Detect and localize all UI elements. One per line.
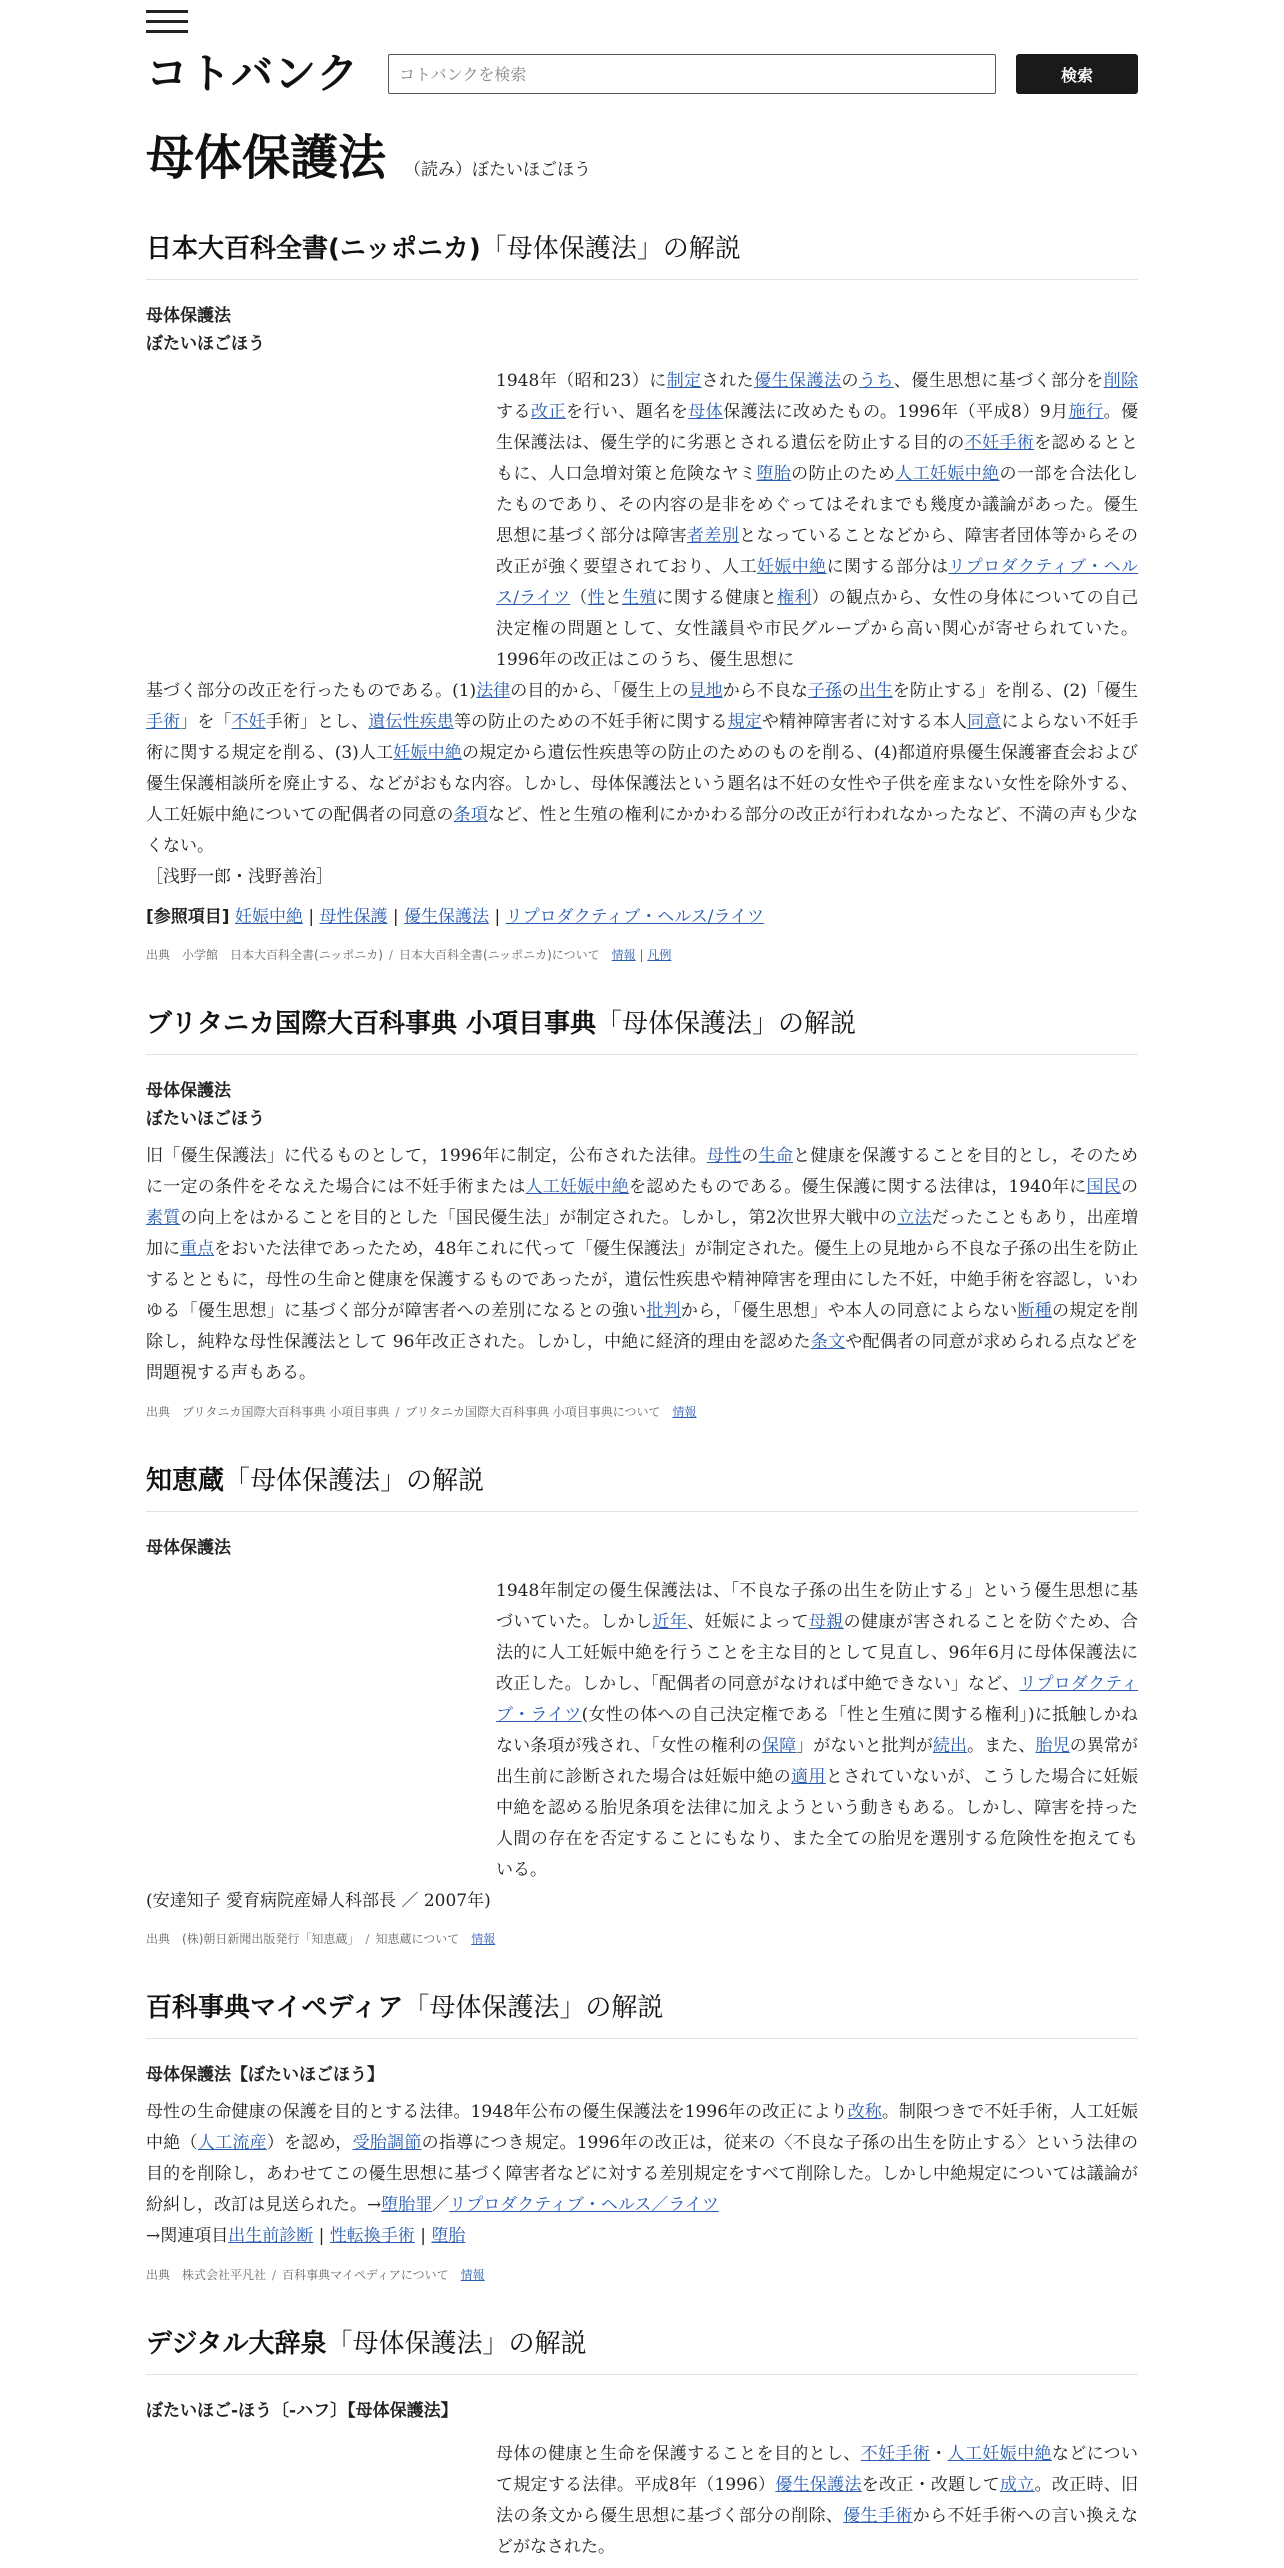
ref-link[interactable]: 妊娠中絶 (234, 907, 303, 927)
entry-body: 母体の健康と生命を保護することを目的とし、不妊手術・人工妊娠中絶などについて規定する法律。平成8年（1996）優生保護法を改正・改題して成立。改正時、旧法の条文から優生思想に基づく部分の削除、優生手術から不妊手術への言い換えなどがなされた。 (496, 2444, 1139, 2557)
section-title: 百科事典マイペディア「母体保護法」の解説 (146, 1987, 1138, 2039)
author: ［浅野一郎・浅野善治］ (146, 867, 333, 887)
info-link[interactable]: 情報 (672, 1405, 697, 1419)
section-chiezo (146, 1460, 1138, 1947)
entry-body: 1948年制定の優生保護法は、「不良な子孫の出生を防止する」という優生思想に基づいていた。しかし近年、妊娠によって母親の健康が害されることを防ぐため、合法的に人工妊娠中絶を行うことを主な目的として見直し、96年6月に母体保護法に改正した。しかし、「配偶者の同意がなければ中絶できない」など、リプロダクティブ・ライツ(女性の体への自己決定権である「性と生殖に関する権利」)に抵触しかねない条項が残され、「女性の権利の保障」がないと批判が続出。また、胎児の異常が出生前に診断された場合は妊娠中絶の適用とされていないが、こうした場合に妊娠中絶を認める胎児条項を法律に加えようという動きもある。しかし、障害を持った人間の存在を否定することにもなり、また全ての胎児を選別する危険性を抱えてもいる。 (496, 1581, 1139, 1880)
section-daijisen (146, 2323, 1138, 2563)
related-links: →関連項目出生前診断 | 性転換手術 | 堕胎 (146, 2226, 466, 2246)
section-title: デジタル大辞泉「母体保護法」の解説 (146, 2323, 1138, 2375)
legend-link[interactable]: 凡例 (647, 948, 672, 962)
source-footer: 出典 (株)朝日新聞出版発行「知恵蔵」 / 知恵蔵について 情報 (146, 1932, 496, 1946)
entry-body: 母性の生命健康の保護を目的とする法律。1948年公布の優生保護法を1996年の改正により改称。制限つきで不妊手術，人工妊娠中絶（人工流産）を認め，受胎調節の指導につき規定。1996年の改正は，従来の〈不良な子孫の出生を防止する〉という法律の目的を削除し，あわせてこの優生思想に基づく障害者などに対する差別規定をすべて削除した。しかし中絶規定については議論が紛糾し，改訂は見送られた。→堕胎罪／リプロダクティブ・ヘルス／ライツ (146, 2102, 1139, 2215)
section-title: 知恵蔵「母体保護法」の解説 (146, 1460, 1138, 1512)
source-footer: 出典 株式会社平凡社 / 百科事典マイペディアについて 情報 (146, 2268, 485, 2282)
entry-body: 旧「優生保護法」に代るものとして，1996年に制定，公布された法律。母性の生命と健康を保護することを目的とし，そのために一定の条件をそなえた場合には不妊手術または人工妊娠中絶を認めたものである。優生保護に関する法律は，1940年に国民の素質の向上をはかることを目的とした「国民優生法」が制定された。しかし，第2次世界大戦中の立法だったこともあり，出産増加に重点をおいた法律であったため，48年これに代って「優生保護法」が制定された。優生上の見地から不良な子孫の出生を防止するとともに，母性の生命と健康を保護するものであったが，遺伝性疾患や精神障害を理由にした不妊，中絶手術を容認し，いわゆる「優生思想」に基づく部分が障害者への差別になるとの強い批判から，「優生思想」や本人の同意によらない断種の規定を削除し，純粋な母性保護法として 96年改正された。しかし，中絶に経済的理由を認めた条文や配偶者の同意が求められる点などを問題視する声もある。 (146, 1146, 1139, 1383)
source-footer: 出典 小学館 日本大百科全書(ニッポニカ) / 日本大百科全書(ニッポニカ)について 情報 | 凡例 (146, 948, 672, 962)
info-link[interactable]: 情報 (460, 2268, 485, 2282)
reference-links: [参照項目] 妊娠中絶 | 母性保護 | 優生保護法 | リプロダクティブ・ヘルス/ライツ (146, 907, 764, 927)
related-link[interactable]: 出生前診断 (228, 2226, 314, 2246)
ref-link[interactable]: 母性保護 (319, 907, 388, 927)
author: (安達知子 愛育病院産婦人科部長 ／ 2007年) (146, 1891, 491, 1911)
entry-body: 1948年（昭和23）に制定された優生保護法のうち、優生思想に基づく部分を削除する改正を行い、題名を母体保護法に改めたもの。1996年（平成8）9月施行。優生保護法は、優生学的に劣悪とされる遺伝を防止する目的の不妊手術を認めるとともに、人口急増対策と危険なヤミ堕胎の防止のため人工妊娠中絶の一部を合法化したものであり、その内容の是非をめぐってはそれまでも幾度か議論があった。優生思想に基づく部分は障害者差別となっていることなどから、障害者団体等からその改正が強く要望されており、人工妊娠中絶に関する部分はリプロダクティブ・ヘルス/ライツ（性と生殖に関する健康と権利）の観点から、女性の身体についての自己決定権の問題として、女性議員や市民グループから高い関心が寄せられていた。1996年の改正はこのうち、優生思想に 基づく部分の改正を行ったものである。(1)法律の目的から、「優生上の見地から不良な子孫の出生を防止する」を削る、(2)「優生手術」を「不妊手術」とし、遺伝性疾患等の防止のための不妊手術に関する規定や精神障害者に対する本人同意によらない不妊手術に関する規定を削る、(3)人工妊娠中絶の規定から遺伝性疾患等の防止のためのものを削る、(4)都道府県優生保護審査会および優生保護相談所を廃止する、などがおもな内容。しかし、母体保護法という題名は不妊の女性や子供を産まない女性を除外する、人工妊娠中絶についての配偶者の同意の条項など、性と生殖の権利にかかわる部分の改正が行われなかったなど、不満の声も少なくない。 (146, 371, 1139, 856)
section-title: ブリタニカ国際大百科事典 小項目事典「母体保護法」の解説 (146, 1003, 1138, 1055)
section-nipponica (146, 228, 1138, 963)
ref-link[interactable]: リプロダクティブ・ヘルス/ライツ (505, 907, 764, 927)
source-footer: 出典 ブリタニカ国際大百科事典 小項目事典 / ブリタニカ国際大百科事典 小項目事典について 情報 (146, 1405, 697, 1419)
info-link[interactable]: 情報 (471, 1932, 496, 1946)
site-header (146, 0, 1138, 98)
headword: ぼたいほご‐ほう〔‐ハフ〕【母体保護法】 (146, 2401, 458, 2421)
site-logo[interactable]: コトバンク (146, 49, 360, 98)
related-link[interactable]: 性転換手術 (329, 2226, 415, 2246)
ref-link[interactable]: 優生保護法 (404, 907, 490, 927)
info-link[interactable]: 情報 (611, 948, 636, 962)
section-title: 日本大百科全書(ニッポニカ)「母体保護法」の解説 (146, 228, 1138, 280)
headword: 母体保護法【ぼたいほごほう】 (146, 2065, 384, 2085)
hamburger-menu-icon[interactable] (146, 10, 188, 36)
headword: 母体保護法 ぼたいほごほう (146, 1081, 265, 1129)
search-input[interactable] (388, 54, 996, 94)
headword: 母体保護法 (146, 1538, 231, 1558)
related-link[interactable]: 堕胎 (431, 2226, 466, 2246)
page-title: 母体保護法 (146, 130, 387, 186)
section-mypedia (146, 1987, 1138, 2283)
section-britannica (146, 1003, 1138, 1420)
search-button[interactable]: 検索 (1016, 54, 1138, 94)
search-row (146, 50, 1138, 98)
headword: 母体保護法 ぼたいほごほう (146, 306, 265, 354)
page-reading: （読み）ぼたいほごほう (404, 160, 592, 180)
page-title-row (146, 128, 1138, 188)
